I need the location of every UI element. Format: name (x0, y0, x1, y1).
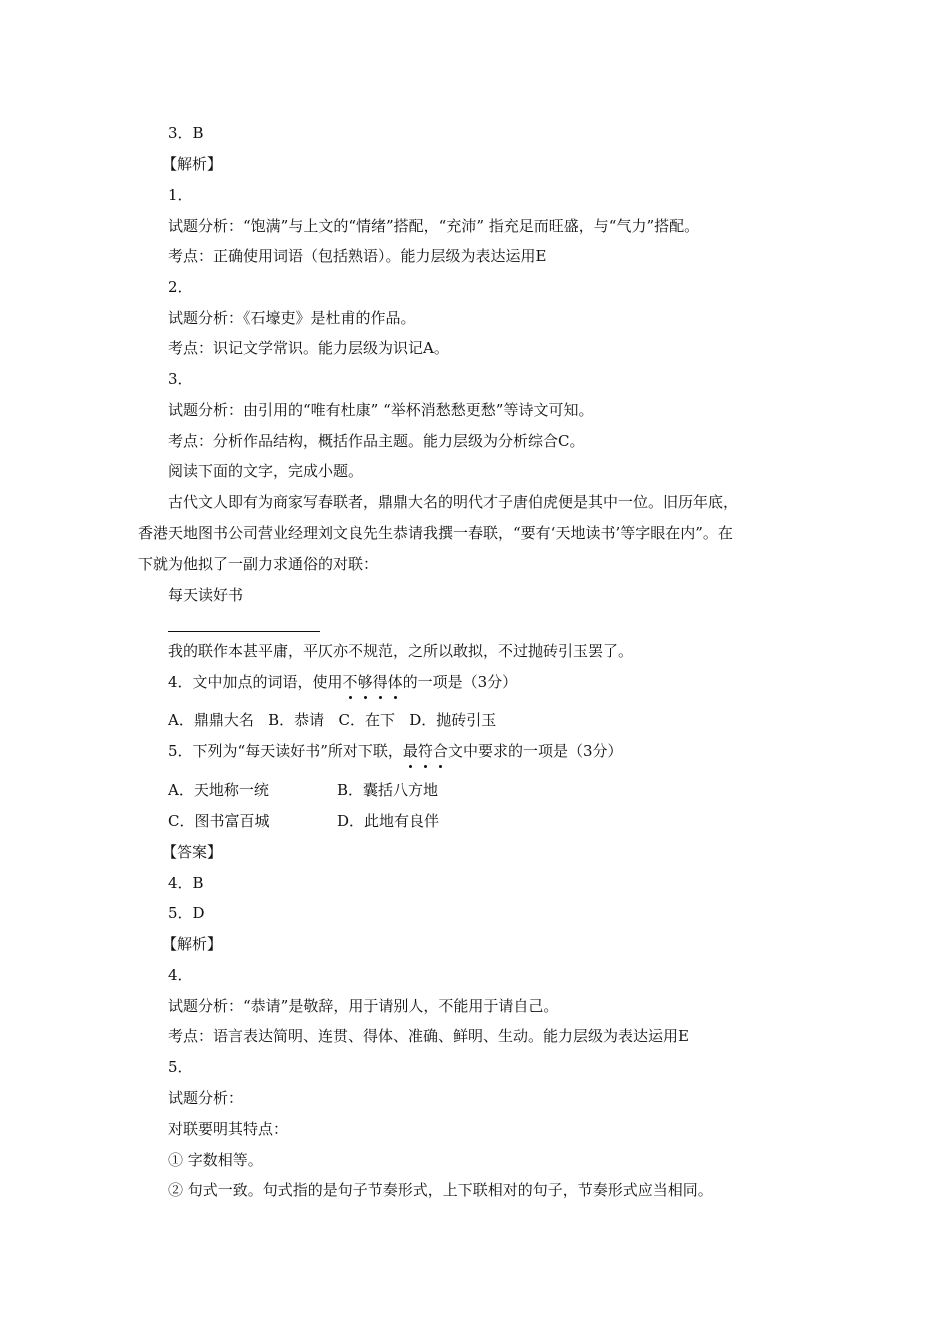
couplet-upper: 每天读好书 (168, 586, 244, 604)
analysis-heading: 【解析】 (162, 155, 223, 173)
passage-line-2: 香港天地图书公司营业经理刘文良先生恭请我撰一春联，“要有‘天地读书’等字眼在内”。在 (138, 524, 733, 542)
item-number-5: 5． (168, 1058, 193, 1076)
analysis-1: 试题分析：“饱满”与上文的“情绪”搭配，“充沛” 指充足而旺盛，与“气力”搭配。 (168, 217, 700, 235)
dotted-char: 得 (372, 673, 388, 691)
analysis-4: 试题分析：“恭请”是敬辞，用于请别人，不能用于请自己。 (168, 997, 559, 1015)
item-number-1: 1． (168, 186, 193, 204)
point-1: 考点：正确使用词语（包括熟语）。能力层级为表达运用E (168, 247, 547, 265)
item-number-3: 3． (168, 370, 193, 388)
analysis-5-point-2: ② 句式一致。句式指的是句子节奏形式，上下联相对的句子，节奏形式应当相同。 (168, 1181, 713, 1199)
couplet-blank-line (168, 631, 320, 632)
dotted-char: 最 (402, 742, 418, 760)
reading-instruction: 阅读下面的文字，完成小题。 (168, 462, 364, 480)
dotted-char: 够 (357, 673, 373, 691)
item-number-2: 2． (168, 278, 193, 296)
question-5-option-c: C．图书富百城 (168, 812, 270, 830)
analysis-2: 试题分析：《石壕吏》是杜甫的作品。 (168, 309, 416, 327)
analysis-5-point-1: ① 字数相等。 (168, 1151, 263, 1169)
answer-4: 4．B (168, 874, 204, 892)
question-4-prefix: 4．文中加点的词语，使用 (168, 673, 343, 691)
answer-5: 5．D (168, 904, 205, 922)
dotted-char: 符 (417, 742, 433, 760)
dotted-char: 不 (342, 673, 358, 691)
dotted-char: 体 (387, 673, 403, 691)
point-3: 考点：分析作品结构，概括作品主题。能力层级为分析综合C。 (168, 432, 585, 450)
answer-3: 3．B (168, 124, 204, 142)
passage-line-1: 古代文人即有为商家写春联者，鼎鼎大名的明代才子唐伯虎便是其中一位。旧历年底， (168, 493, 739, 511)
question-5-option-b: B．囊括八方地 (337, 781, 439, 799)
item-number-4: 4． (168, 966, 193, 984)
answer-heading: 【答案】 (162, 843, 223, 861)
question-5-option-d: D．此地有良伴 (337, 812, 440, 830)
question-5 (168, 740, 622, 762)
analysis-5-label: 试题分析： (168, 1089, 244, 1107)
point-2: 考点：识记文学常识。能力层级为识记A。 (168, 339, 449, 357)
question-5-prefix: 5．下列为“每天读好书”所对下联， (168, 742, 403, 760)
analysis-5-intro: 对联要明其特点： (168, 1120, 289, 1138)
question-5-option-a: A．天地称一统 (168, 781, 269, 799)
dotted-char: 合 (432, 742, 448, 760)
question-5-suffix: 文中要求的一项是（3分） (447, 742, 623, 760)
question-4-options: A．鼎鼎大名 B．恭请 C．在下 D．抛砖引玉 (168, 711, 497, 729)
analysis-heading-2: 【解析】 (162, 935, 223, 953)
passage-line-3: 下就为他拟了一副力求通俗的对联： (138, 555, 379, 573)
passage-line-4: 我的联作本甚平庸，平仄亦不规范，之所以敢拟，不过抛砖引玉罢了。 (168, 642, 634, 660)
analysis-3: 试题分析：由引用的“唯有杜康” “举杯消愁愁更愁”等诗文可知。 (168, 401, 594, 419)
question-4 (168, 671, 517, 693)
point-4: 考点：语言表达简明、连贯、得体、准确、鲜明、生动。能力层级为表达运用E (168, 1027, 689, 1045)
question-4-suffix: 的一项是（3分） (402, 673, 518, 691)
